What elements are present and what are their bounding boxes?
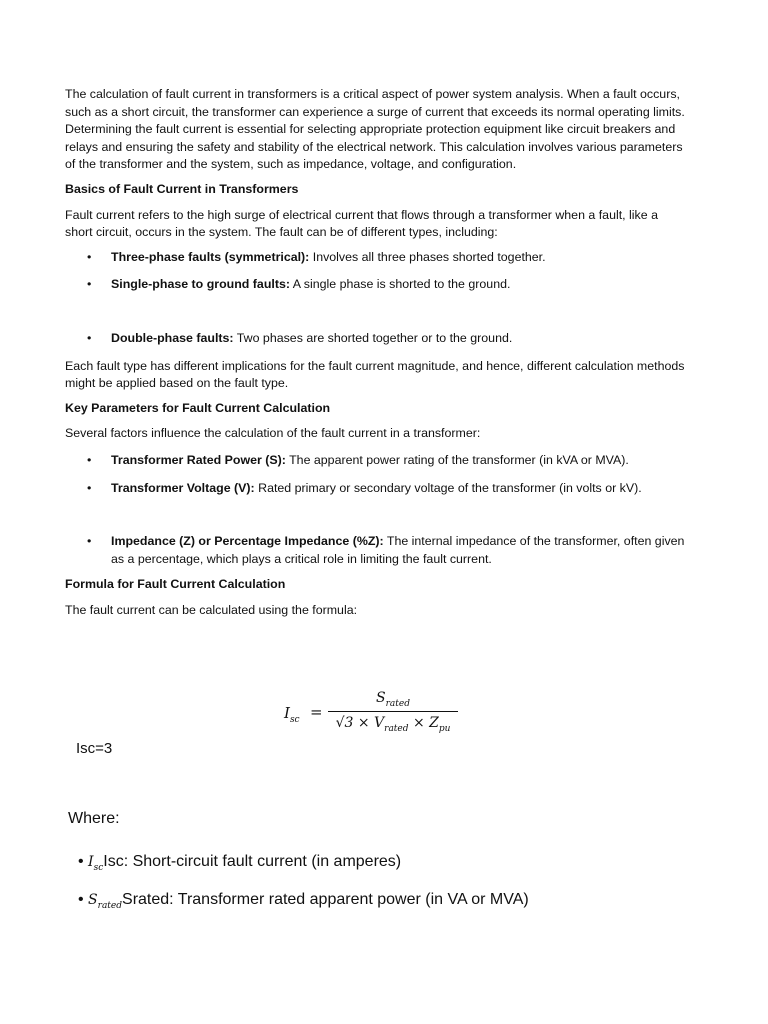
list-gap xyxy=(65,507,685,533)
intro-paragraph: The calculation of fault current in transformers is a critical aspect of power system analysis. When a fault occurs, such as a short circuit, the transformer can experience a surge of current that exceeds its normal operating limits. Determining the fault current is essential for selecting appropriate protection equipment like circuit breakers and relays and ensuring the safety and stability of the electrical network. This calculation involves various parameters of the transformer and the system, such as impedance, voltage, and configuration. xyxy=(65,87,685,172)
bullet-icon: • xyxy=(87,452,92,467)
formula-lhs: $I_{sc}$ xyxy=(284,704,300,725)
list-item: • Impedance (Z) or Percentage Impedance (%Z): The internal impedance of the transformer, often given as a percentage, which plays a critical role in limiting the fault current. xyxy=(87,534,685,566)
formula-equals: = xyxy=(310,703,323,721)
section-heading-formula: Formula for Fault Current Calculation xyxy=(65,577,286,592)
definition-item: • $I_{sc}Isc$: Short-circuit fault current (in amperes) xyxy=(78,853,402,873)
formula-numerator: $S_{rated}$ xyxy=(328,690,458,712)
fault-current-formula xyxy=(284,690,484,740)
list-item: • Three-phase faults (symmetrical): Involves all three phases shorted together. xyxy=(65,249,685,267)
fault-type-note: Each fault type has different implications for the fault current magnitude, and hence, different calculation methods might be applied based on the fault type. xyxy=(65,358,685,391)
parameters-paragraph: Several factors influence the calculation of the fault current in a transformer: xyxy=(65,426,481,441)
list-item: • Single-phase to ground faults: A single phase is shorted to the ground. xyxy=(65,276,685,294)
parameters-list xyxy=(65,452,685,568)
where-label: Where: xyxy=(68,810,120,827)
list-gap xyxy=(65,304,685,330)
section-heading-basics: Basics of Fault Current in Transformers xyxy=(65,181,299,196)
bullet-icon: • xyxy=(87,480,92,495)
list-item: • Double-phase faults: Two phases are shorted together or to the ground. xyxy=(65,330,685,348)
section-heading-parameters: Key Parameters for Fault Current Calculation xyxy=(65,400,331,415)
formula-intro: The fault current can be calculated using the formula: xyxy=(65,602,358,617)
formula-denominator: $√3 \times V_{rated} \times Z_{pu}$ xyxy=(335,714,451,734)
list-item: • Transformer Voltage (V): Rated primary or secondary voltage of the transformer (in volts or kV). xyxy=(65,480,685,498)
formula-fraction xyxy=(328,690,458,734)
bullet-icon: • xyxy=(87,534,92,549)
definition-item: • $S_{rated}Srated$: Transformer rated apparent power (in VA or MVA) xyxy=(78,890,529,911)
document-body xyxy=(65,86,685,626)
bullet-icon: • xyxy=(87,330,92,345)
definitions-list xyxy=(78,846,529,922)
isc-text: Isc=3 xyxy=(76,740,113,757)
bullet-icon: • xyxy=(87,277,92,292)
fault-types-list xyxy=(65,249,685,348)
bullet-icon: • xyxy=(87,249,92,264)
basics-paragraph: Fault current refers to the high surge of electrical current that flows through a transformer when a fault, like a short circuit, occurs in the system. The fault can be of different types, including: xyxy=(65,207,658,240)
list-item: • Transformer Rated Power (S): The apparent power rating of the transformer (in kVA or MVA). xyxy=(65,452,685,470)
